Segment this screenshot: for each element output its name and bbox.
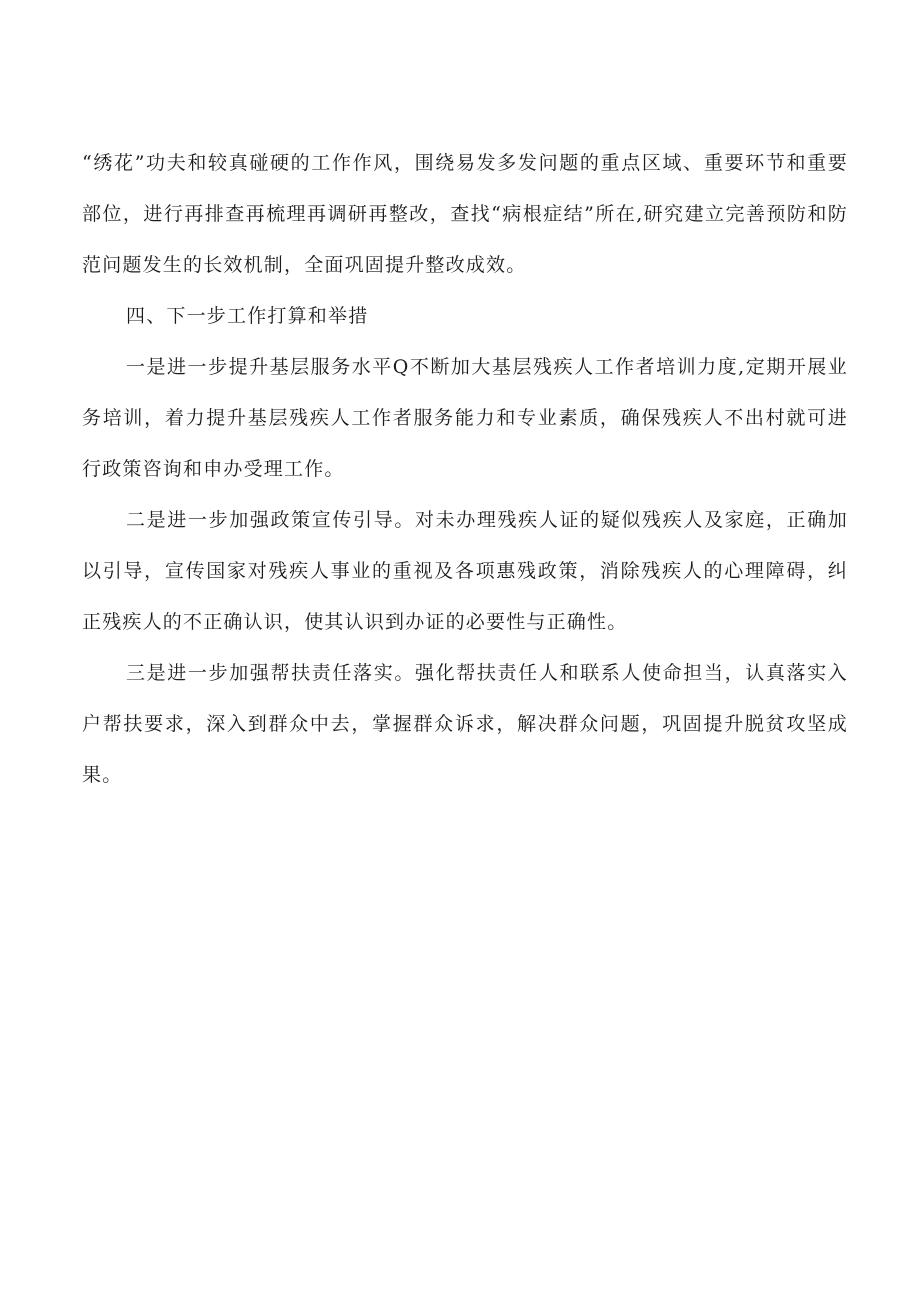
- document-body: [82, 138, 848, 801]
- paragraph-item-three: 三是进一步加强帮扶责任落实。强化帮扶责任人和联系人使命担当，认真落实入户帮扶要求，深入到群众中去，掌握群众诉求，解决群众问题，巩固提升脱贫攻坚成果。: [82, 662, 848, 786]
- paragraph-continuation: “绣花”功夫和较真碰硬的工作作风，围绕易发多发问题的重点区域、重要环节和重要部位，进行再排查再梳理再调研再整改，查找“病根症结”所在,研究建立完善预防和防范问题发生的长效机制，全面巩固提升整改成效。: [82, 152, 848, 276]
- paragraph-item-two: 二是进一步加强政策宣传引导。对未办理残疾人证的疑似残疾人及家庭，正确加以引导，宣传国家对残疾人事业的重视及各项惠残政策，消除残疾人的心理障碍，纠正残疾人的不正确认识，使其认识到办证的必要性与正确性。: [82, 509, 848, 633]
- section-heading: 四、下一步工作打算和举措: [126, 305, 369, 327]
- paragraph-item-one: 一是进一步提升基层服务水平Q不断加大基层残疾人工作者培训力度,定期开展业务培训，着力提升基层残疾人工作者服务能力和专业素质，确保残疾人不出村就可进行政策咨询和申办受理工作。: [82, 356, 848, 480]
